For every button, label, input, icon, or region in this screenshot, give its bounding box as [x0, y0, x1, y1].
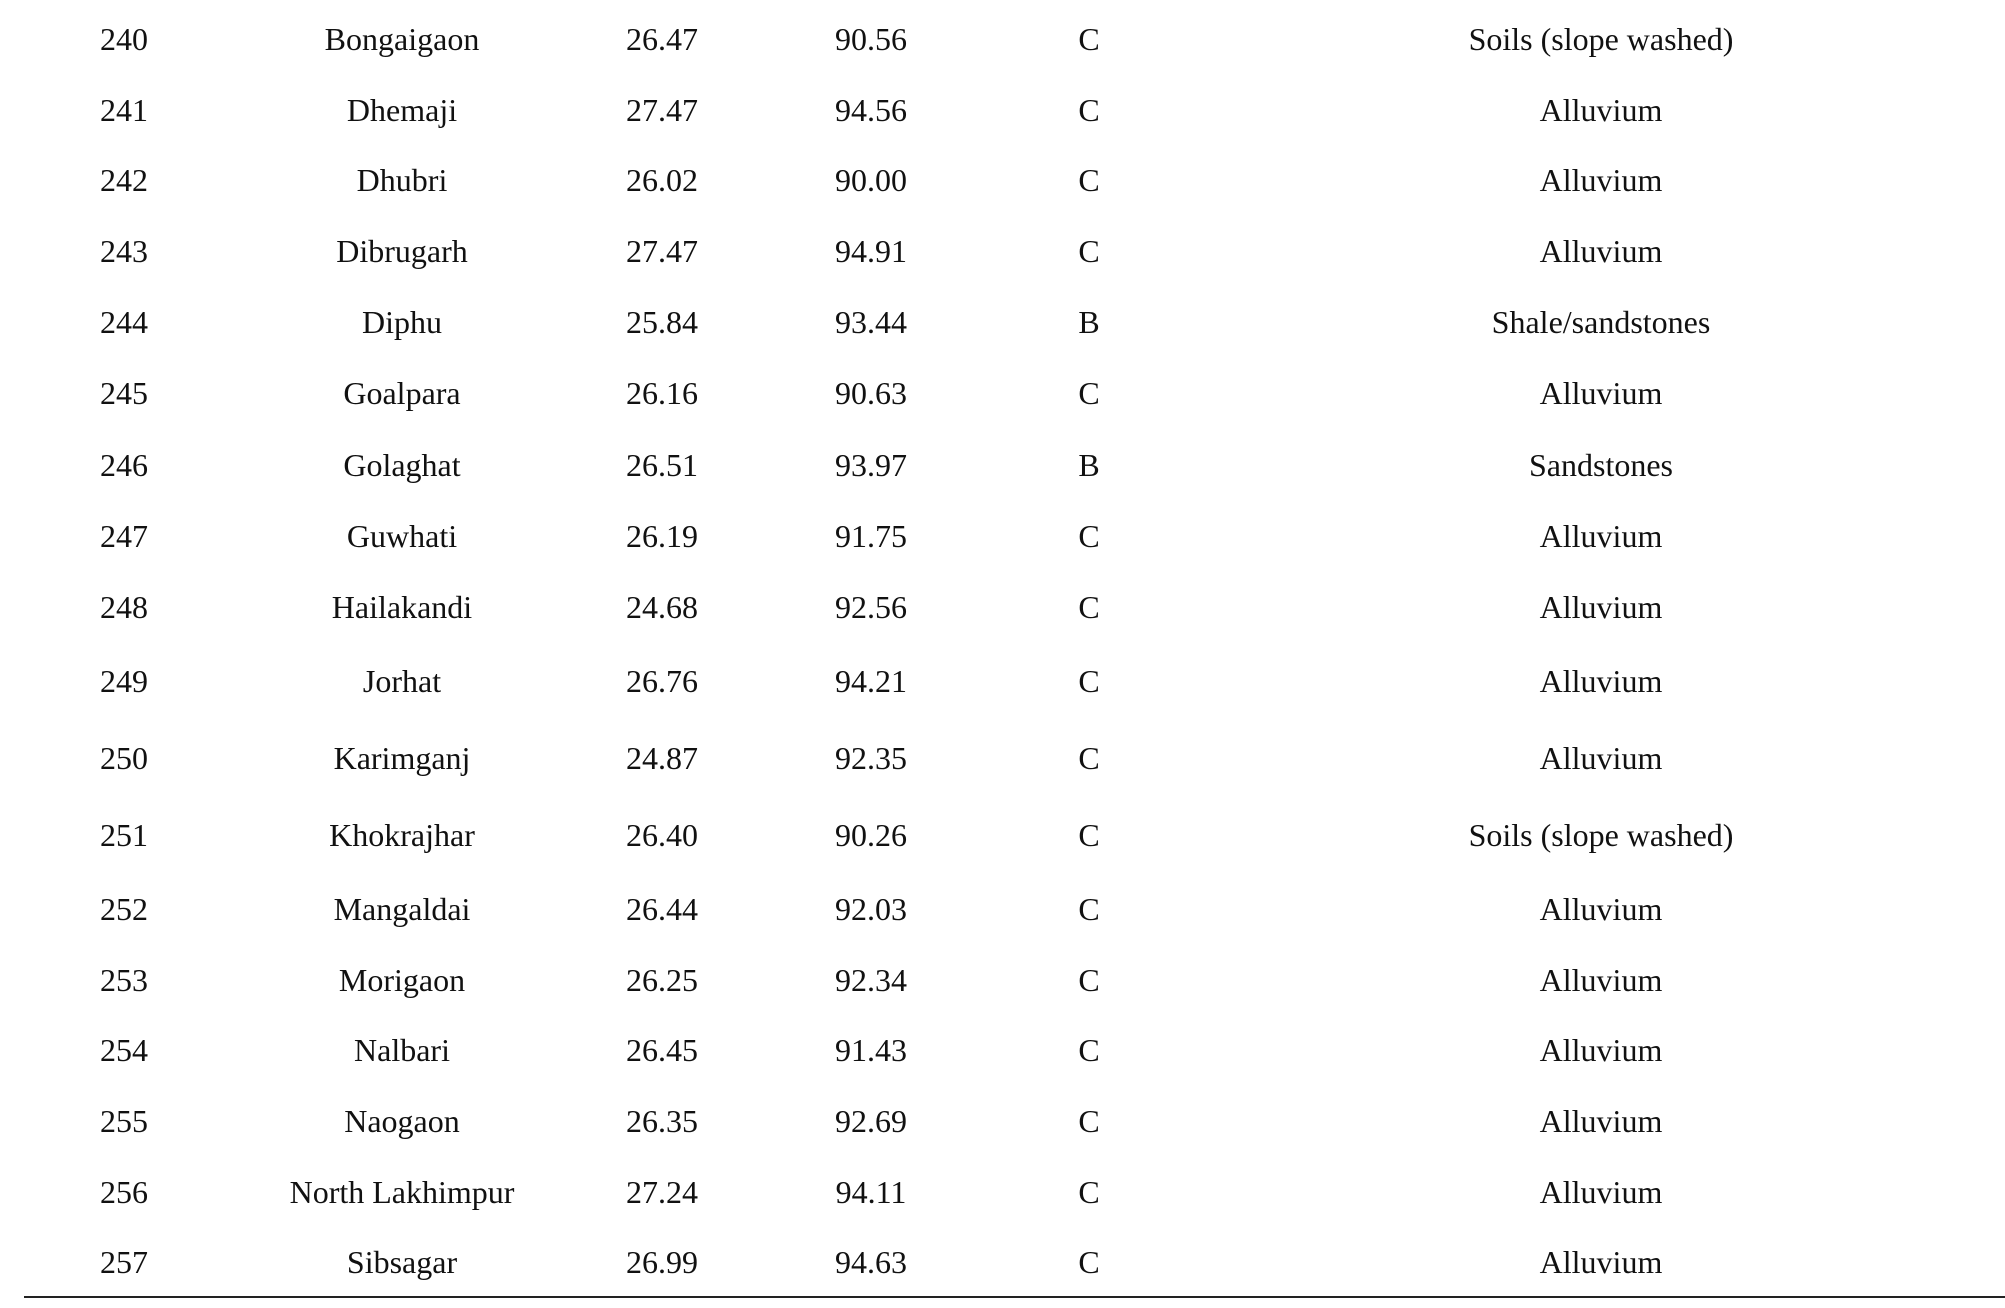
cell-geology: Alluvium	[1539, 1103, 1663, 1139]
cell-station: Guwhati	[346, 518, 458, 554]
cell-longitude: 93.44	[835, 304, 907, 340]
cell-station: Karimganj	[333, 740, 471, 776]
cell-longitude: 91.75	[835, 518, 907, 554]
table-row	[0, 1236, 2005, 1288]
table-row	[0, 510, 2005, 562]
cell-longitude: 90.56	[835, 21, 907, 57]
cell-station: Hailakandi	[331, 589, 473, 625]
table-row	[0, 655, 2005, 707]
cell-longitude: 94.21	[835, 663, 907, 699]
cell-geology: Alluvium	[1539, 162, 1663, 198]
cell-geology: Alluvium	[1539, 663, 1663, 699]
cell-number: 257	[100, 1244, 148, 1280]
cell-latitude: 27.47	[626, 92, 698, 128]
cell-site-class: C	[1078, 962, 1100, 998]
cell-latitude: 26.47	[626, 21, 698, 57]
cell-latitude: 26.45	[626, 1032, 698, 1068]
cell-latitude: 27.47	[626, 233, 698, 269]
cell-longitude: 92.56	[835, 589, 907, 625]
cell-geology: Alluvium	[1539, 740, 1663, 776]
cell-station: Naogaon	[344, 1103, 460, 1139]
cell-latitude: 26.40	[626, 817, 698, 853]
cell-geology: Shale/sandstones	[1491, 304, 1711, 340]
table-bottom-rule	[24, 1296, 2005, 1298]
cell-station: North Lakhimpur	[289, 1174, 515, 1210]
cell-longitude: 91.43	[835, 1032, 907, 1068]
cell-station: Golaghat	[343, 447, 461, 483]
cell-station: Mangaldai	[333, 891, 471, 927]
table-row	[0, 809, 2005, 861]
cell-station: Diphu	[362, 304, 442, 340]
cell-latitude: 26.16	[626, 375, 698, 411]
cell-geology: Alluvium	[1539, 233, 1663, 269]
cell-number: 256	[100, 1174, 148, 1210]
cell-latitude: 26.19	[626, 518, 698, 554]
cell-station: Dhubri	[356, 162, 448, 198]
cell-site-class: C	[1078, 233, 1100, 269]
cell-longitude: 92.69	[835, 1103, 907, 1139]
cell-number: 242	[100, 162, 148, 198]
cell-number: 251	[100, 817, 148, 853]
cell-site-class: C	[1078, 589, 1100, 625]
cell-geology: Alluvium	[1539, 1244, 1663, 1280]
cell-latitude: 26.76	[626, 663, 698, 699]
cell-number: 254	[100, 1032, 148, 1068]
cell-longitude: 92.34	[835, 962, 907, 998]
cell-number: 244	[100, 304, 148, 340]
cell-longitude: 92.03	[835, 891, 907, 927]
cell-geology: Sandstones	[1529, 447, 1673, 483]
cell-longitude: 92.35	[835, 740, 907, 776]
cell-latitude: 24.68	[626, 589, 698, 625]
cell-number: 255	[100, 1103, 148, 1139]
cell-geology: Alluvium	[1539, 375, 1663, 411]
cell-number: 245	[100, 375, 148, 411]
cell-site-class: B	[1078, 304, 1100, 340]
cell-latitude: 26.02	[626, 162, 698, 198]
cell-number: 241	[100, 92, 148, 128]
cell-site-class: C	[1078, 162, 1100, 198]
cell-longitude: 94.56	[835, 92, 907, 128]
cell-latitude: 26.44	[626, 891, 698, 927]
cell-geology: Alluvium	[1539, 1032, 1663, 1068]
cell-geology: Alluvium	[1539, 92, 1663, 128]
cell-geology: Alluvium	[1539, 518, 1663, 554]
cell-geology: Soils (slope washed)	[1468, 21, 1734, 57]
cell-latitude: 25.84	[626, 304, 698, 340]
cell-number: 243	[100, 233, 148, 269]
cell-station: Bongaigaon	[324, 21, 480, 57]
table-row	[0, 296, 2005, 348]
table-row	[0, 1166, 2005, 1218]
table-row	[0, 581, 2005, 633]
table-row	[0, 439, 2005, 491]
cell-longitude: 90.63	[835, 375, 907, 411]
cell-geology: Alluvium	[1539, 962, 1663, 998]
cell-site-class: B	[1078, 447, 1100, 483]
cell-site-class: C	[1078, 375, 1100, 411]
table-row	[0, 367, 2005, 419]
cell-number: 246	[100, 447, 148, 483]
cell-latitude: 24.87	[626, 740, 698, 776]
cell-longitude: 94.11	[835, 1174, 907, 1210]
cell-number: 252	[100, 891, 148, 927]
cell-number: 249	[100, 663, 148, 699]
cell-site-class: C	[1078, 891, 1100, 927]
cell-number: 248	[100, 589, 148, 625]
cell-number: 240	[100, 21, 148, 57]
table-row	[0, 84, 2005, 136]
cell-station: Sibsagar	[346, 1244, 458, 1280]
cell-longitude: 94.91	[835, 233, 907, 269]
cell-longitude: 90.00	[835, 162, 907, 198]
cell-latitude: 26.99	[626, 1244, 698, 1280]
cell-latitude: 26.51	[626, 447, 698, 483]
table-row	[0, 954, 2005, 1006]
cell-station: Nalbari	[354, 1032, 450, 1068]
cell-site-class: C	[1078, 21, 1100, 57]
cell-site-class: C	[1078, 740, 1100, 776]
cell-station: Morigaon	[338, 962, 466, 998]
cell-longitude: 94.63	[835, 1244, 907, 1280]
cell-site-class: C	[1078, 1174, 1100, 1210]
table-row	[0, 1024, 2005, 1076]
cell-number: 247	[100, 518, 148, 554]
table-row	[0, 154, 2005, 206]
cell-geology: Alluvium	[1539, 589, 1663, 625]
cell-station: Jorhat	[362, 663, 442, 699]
cell-site-class: C	[1078, 1244, 1100, 1280]
cell-number: 253	[100, 962, 148, 998]
cell-site-class: C	[1078, 663, 1100, 699]
cell-station: Goalpara	[343, 375, 461, 411]
cell-geology: Soils (slope washed)	[1468, 817, 1734, 853]
table-row	[0, 1095, 2005, 1147]
table-row	[0, 883, 2005, 935]
cell-number: 250	[100, 740, 148, 776]
cell-geology: Alluvium	[1539, 1174, 1663, 1210]
cell-station: Dibrugarh	[336, 233, 468, 269]
table-row	[0, 225, 2005, 277]
cell-site-class: C	[1078, 518, 1100, 554]
cell-station: Khokrajhar	[329, 817, 475, 853]
table-row	[0, 13, 2005, 65]
cell-latitude: 27.24	[626, 1174, 698, 1210]
cell-longitude: 90.26	[835, 817, 907, 853]
cell-geology: Alluvium	[1539, 891, 1663, 927]
table-row	[0, 732, 2005, 784]
cell-longitude: 93.97	[835, 447, 907, 483]
cell-station: Dhemaji	[346, 92, 458, 128]
cell-site-class: C	[1078, 1103, 1100, 1139]
cell-latitude: 26.25	[626, 962, 698, 998]
cell-latitude: 26.35	[626, 1103, 698, 1139]
cell-site-class: C	[1078, 817, 1100, 853]
cell-site-class: C	[1078, 92, 1100, 128]
cell-site-class: C	[1078, 1032, 1100, 1068]
